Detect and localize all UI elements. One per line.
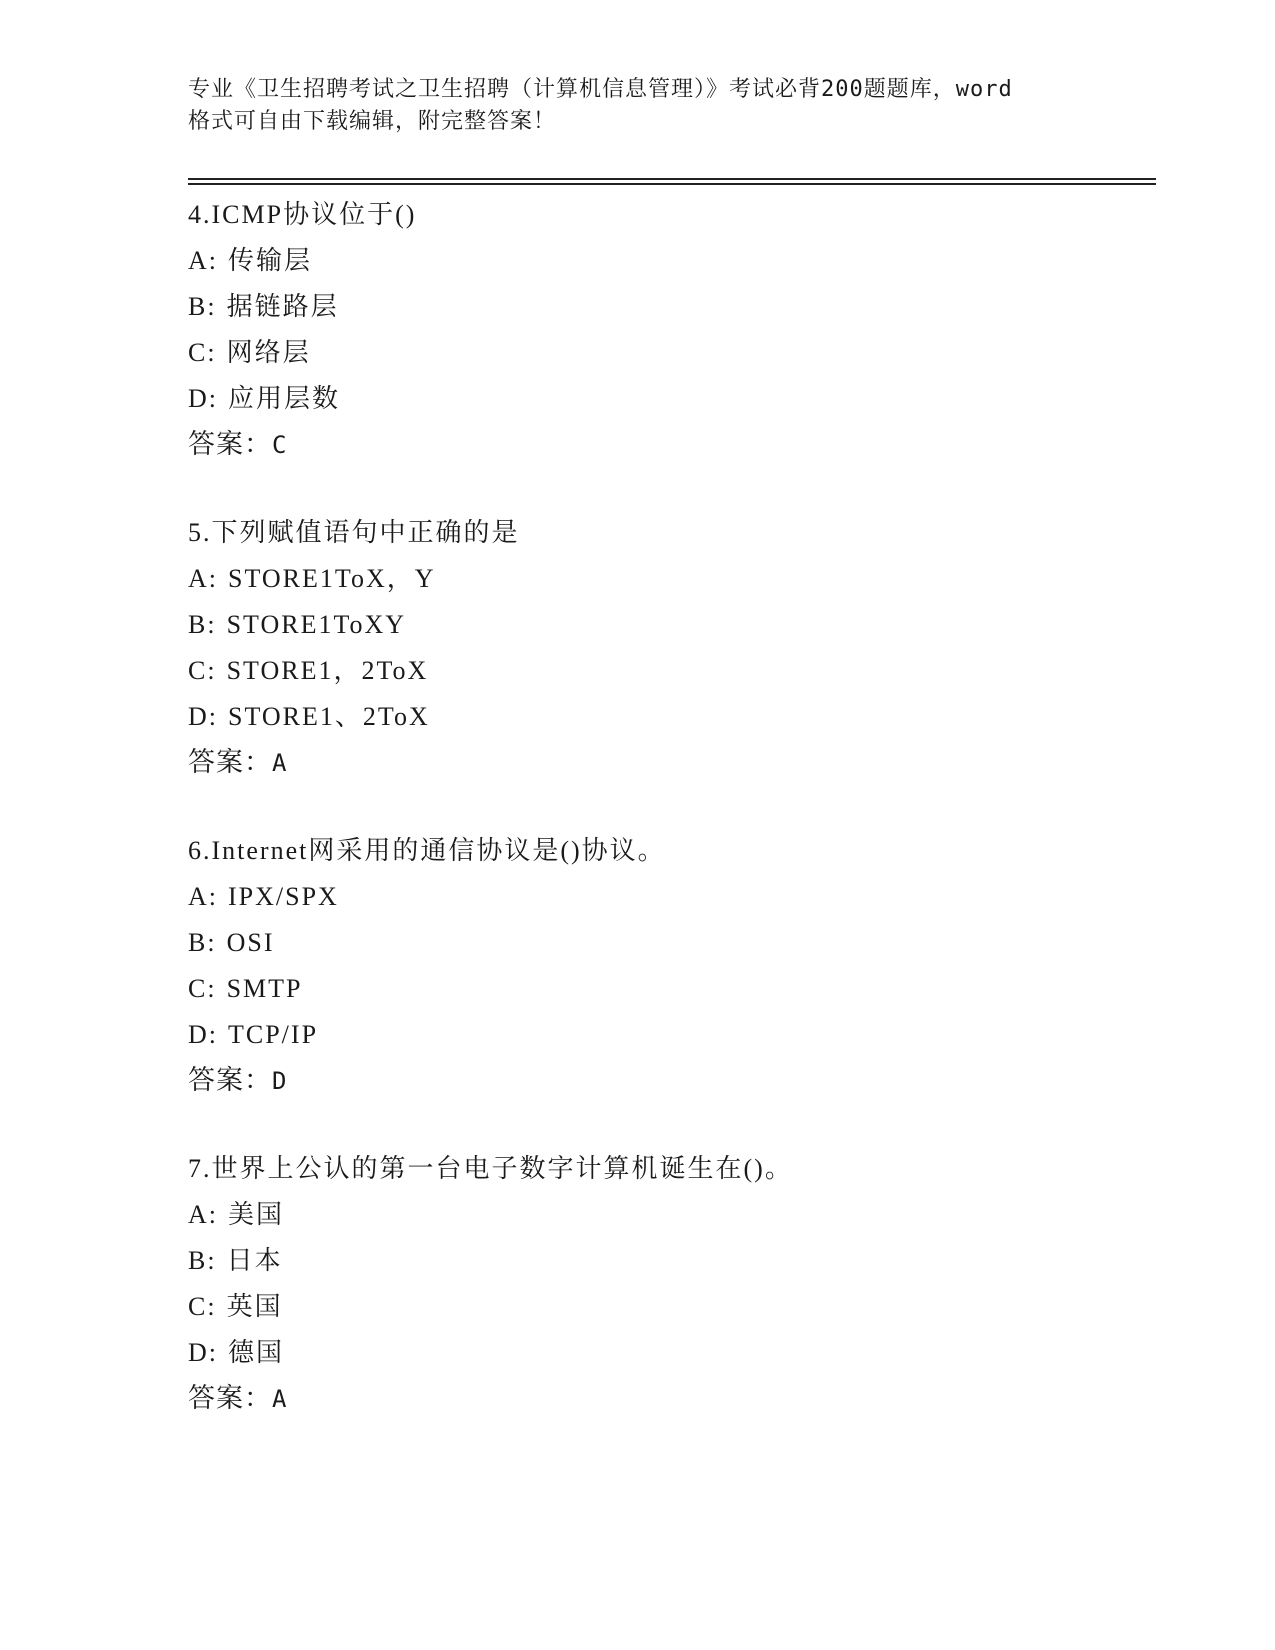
option-a — [188, 874, 1156, 920]
option-text: 美国 — [228, 1200, 285, 1229]
option-label: B: — [188, 1246, 217, 1275]
option-label: D: — [188, 702, 218, 731]
answer-line — [188, 740, 1156, 786]
header-line-1: 专业《卫生招聘考试之卫生招聘（计算机信息管理）》考试必背200题题库，word — [188, 77, 1013, 102]
answer-prefix: 答案： — [188, 1383, 272, 1414]
option-text: SMTP — [226, 974, 303, 1003]
option-text: STORE1、2ToX — [228, 702, 430, 731]
option-label: C: — [188, 1292, 217, 1321]
option-b — [188, 1238, 1156, 1284]
question-block — [188, 192, 1156, 468]
answer-value: C — [272, 431, 288, 459]
option-text: 英国 — [226, 1292, 283, 1321]
answer-value: A — [272, 1385, 288, 1413]
question-title: 5.下列赋值语句中正确的是 — [188, 518, 520, 547]
option-label: A: — [188, 1200, 218, 1229]
header-divider-bottom — [188, 183, 1156, 185]
option-text: OSI — [226, 928, 275, 957]
answer-prefix: 答案： — [188, 747, 272, 778]
option-text: 传输层 — [228, 246, 313, 275]
option-label: B: — [188, 928, 217, 957]
answer-prefix: 答案： — [188, 1065, 272, 1096]
option-text: TCP/IP — [228, 1020, 319, 1049]
option-c — [188, 966, 1156, 1012]
option-text: IPX/SPX — [228, 882, 339, 911]
header-line-2: 格式可自由下载编辑，附完整答案！ — [188, 109, 557, 134]
option-c — [188, 330, 1156, 376]
answer-prefix: 答案： — [188, 429, 272, 460]
option-d — [188, 376, 1156, 422]
option-text: 网络层 — [226, 338, 311, 367]
option-text: STORE1，2ToX — [226, 656, 429, 685]
answer-line — [188, 1376, 1156, 1422]
option-label: A: — [188, 882, 218, 911]
option-text: STORE1ToX，Y — [228, 564, 436, 593]
option-b — [188, 284, 1156, 330]
answer-line — [188, 422, 1156, 468]
option-label: C: — [188, 974, 217, 1003]
option-text: 日本 — [226, 1246, 283, 1275]
option-label: C: — [188, 656, 217, 685]
option-text: 德国 — [228, 1338, 285, 1367]
option-d — [188, 694, 1156, 740]
answer-value: A — [272, 749, 288, 777]
option-label: A: — [188, 564, 218, 593]
option-text: 应用层数 — [228, 384, 341, 413]
option-b — [188, 920, 1156, 966]
option-label: D: — [188, 1020, 218, 1049]
question-block — [188, 1146, 1156, 1422]
option-label: C: — [188, 338, 217, 367]
document-header — [188, 74, 1088, 138]
question-block — [188, 828, 1156, 1104]
option-a — [188, 1192, 1156, 1238]
option-c — [188, 1284, 1156, 1330]
answer-line — [188, 1058, 1156, 1104]
option-label: B: — [188, 610, 217, 639]
question-block — [188, 510, 1156, 786]
option-label: D: — [188, 384, 218, 413]
answer-value: D — [272, 1067, 288, 1095]
option-d — [188, 1330, 1156, 1376]
option-a — [188, 556, 1156, 602]
option-label: B: — [188, 292, 217, 321]
header-divider-top — [188, 178, 1156, 180]
question-title: 4.ICMP协议位于() — [188, 200, 417, 229]
option-a — [188, 238, 1156, 284]
option-d — [188, 1012, 1156, 1058]
question-list — [188, 192, 1156, 1464]
option-label: D: — [188, 1338, 218, 1367]
question-title: 7.世界上公认的第一台电子数字计算机诞生在()。 — [188, 1154, 793, 1183]
option-b — [188, 602, 1156, 648]
option-text: STORE1ToXY — [226, 610, 407, 639]
option-text: 据链路层 — [226, 292, 339, 321]
option-c — [188, 648, 1156, 694]
option-label: A: — [188, 246, 218, 275]
question-title: 6.Internet网采用的通信协议是()协议。 — [188, 836, 666, 865]
